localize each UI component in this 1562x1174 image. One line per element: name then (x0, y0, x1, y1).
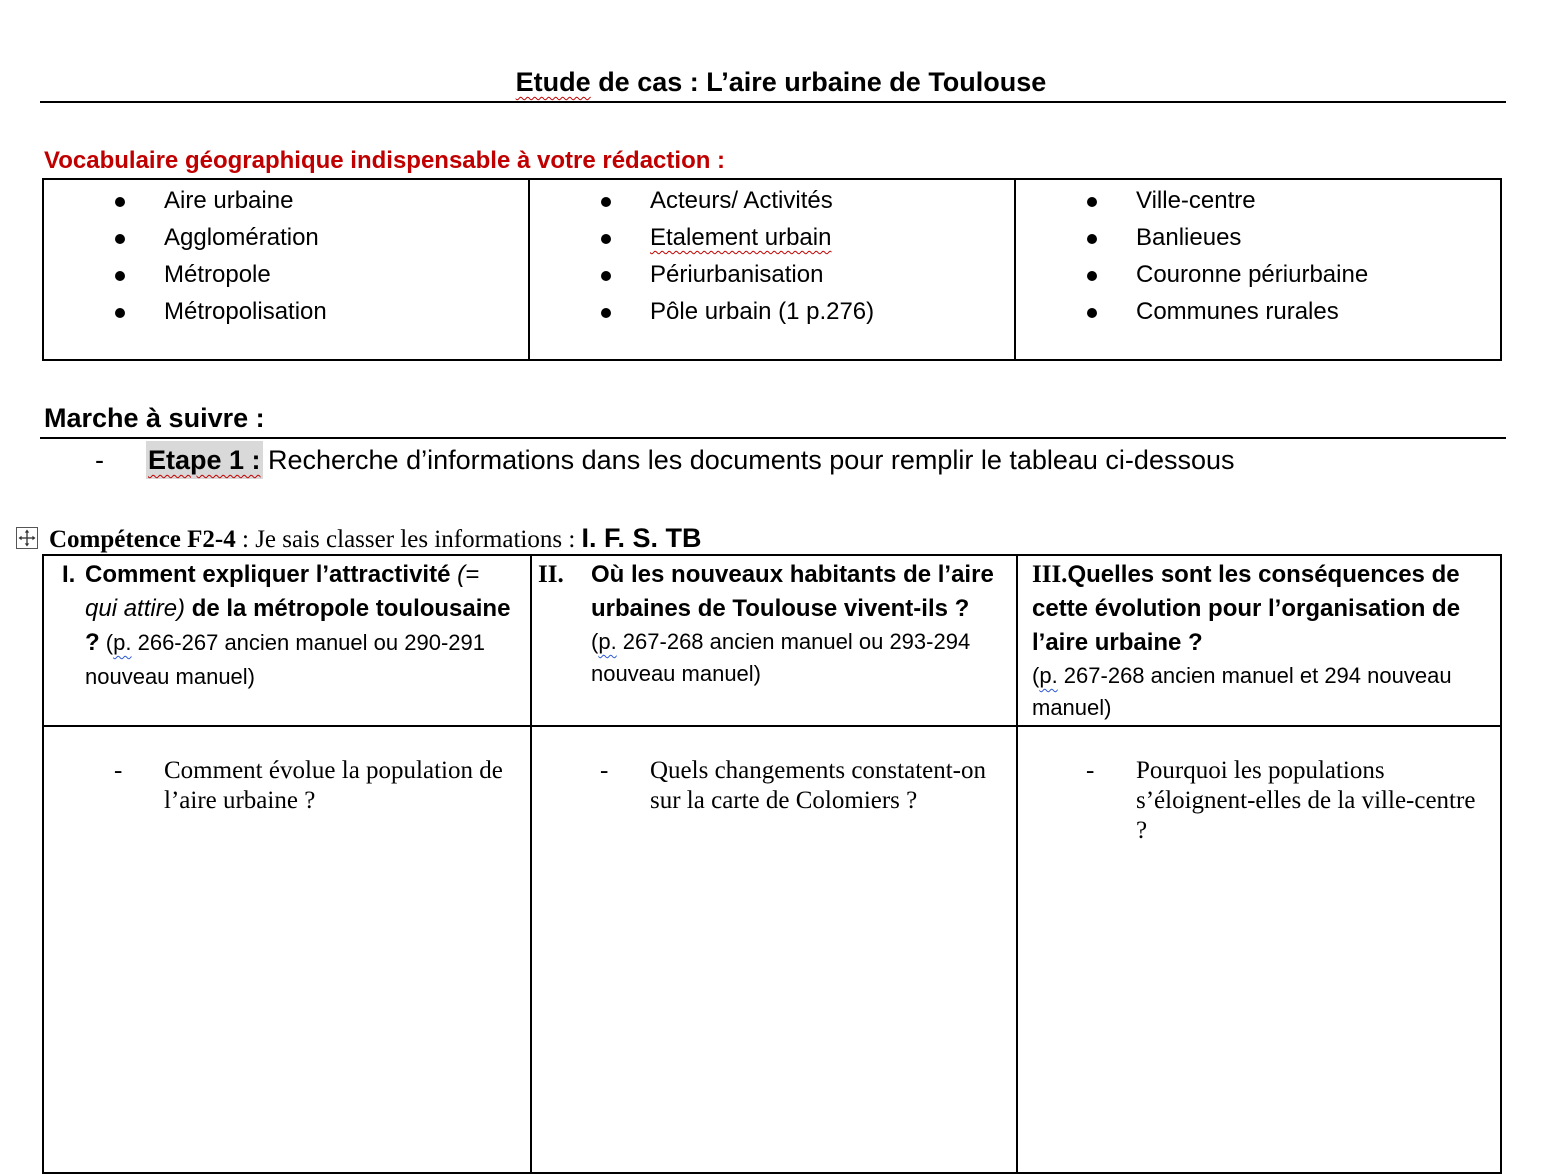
title-underline (40, 101, 1506, 103)
vocab-item: Pôle urbain (1 p.276) (530, 293, 1014, 330)
vocab-item: Agglomération (44, 219, 528, 256)
vocab-item: Banlieues (1016, 219, 1500, 256)
bullet-icon (115, 271, 125, 281)
step-1-label: Etape 1 : (146, 441, 263, 479)
sub-question-3: - Pourquoi les populations s’éloignent-elles de la ville-centre ? (1086, 757, 1476, 844)
vocab-item: Etalement urbain (530, 219, 1014, 256)
vocab-column-3 (1016, 180, 1500, 359)
bullet-icon (1087, 308, 1097, 318)
bullet-icon (601, 271, 611, 281)
vocab-item: Communes rurales (1016, 293, 1500, 330)
table-column-1 (44, 556, 532, 1172)
title-rest: de cas : L’aire urbaine de Toulouse (590, 67, 1047, 97)
vocab-item: Acteurs/ Activités (530, 182, 1014, 219)
header-row-divider (44, 725, 1500, 727)
step-dash: - (95, 445, 104, 475)
bullet-icon (601, 234, 611, 244)
step-1-text: Recherche d’informations dans les documents pour remplir le tableau ci-dessous (268, 445, 1235, 475)
page-title (0, 62, 1562, 102)
sub-question-2: - Quels changements constatent-on sur la carte de Colomiers ? (600, 757, 987, 814)
bullet-icon (115, 234, 125, 244)
competence-text: : Je sais classer les informations : (235, 526, 582, 553)
bullet-icon (1087, 234, 1097, 244)
question-2-header: II. Où les nouveaux habitants de l’aire urbaines de Toulouse vivent-ils ? (p. 267-268 ancien manuel ou 293-294 nouveau manuel) (538, 561, 994, 686)
title-word-etude: Etude (515, 67, 591, 97)
steps-underline (40, 437, 1506, 439)
table-column-2 (530, 556, 1018, 1172)
vocab-item: Aire urbaine (44, 182, 528, 219)
competence-label: Compétence F2-4 (49, 526, 236, 553)
vocab-column-2 (530, 180, 1016, 359)
sub-question-1: - Comment évolue la population de l’aire urbaine ? (114, 757, 503, 814)
competence-line (49, 520, 702, 558)
vocab-column-1 (44, 180, 530, 359)
bullet-icon (601, 308, 611, 318)
vocab-item: Ville-centre (1016, 182, 1500, 219)
bullet-icon (1087, 197, 1097, 207)
table-column-3 (1016, 556, 1500, 1172)
bullet-icon (115, 308, 125, 318)
vocab-item: Périurbanisation (530, 256, 1014, 293)
vocab-table (42, 178, 1502, 361)
vocab-item: Métropolisation (44, 293, 528, 330)
research-table (42, 554, 1502, 1174)
steps-heading: Marche à suivre : (44, 403, 265, 433)
bullet-icon (1087, 271, 1097, 281)
table-move-handle-icon[interactable] (16, 527, 38, 549)
question-1-header: I. Comment expliquer l’attractivité (= qui attire) de la métropole toulousaine ? (p. 266-267 ancien manuel ou 290-291 nouveau manuel) (62, 561, 511, 689)
question-3-header: III.Quelles sont les conséquences de cette évolution pour l’organisation de l’aire urbaine ? (p. 267-268 ancien manuel et 294 nouveau manuel) (1032, 561, 1461, 720)
vocab-heading: Vocabulaire géographique indispensable à votre rédaction : (44, 147, 726, 174)
vocab-item: Couronne périurbaine (1016, 256, 1500, 293)
competence-scale: I. F. S. TB (581, 523, 702, 553)
bullet-icon (601, 197, 611, 207)
bullet-icon (115, 197, 125, 207)
vocab-item: Métropole (44, 256, 528, 293)
